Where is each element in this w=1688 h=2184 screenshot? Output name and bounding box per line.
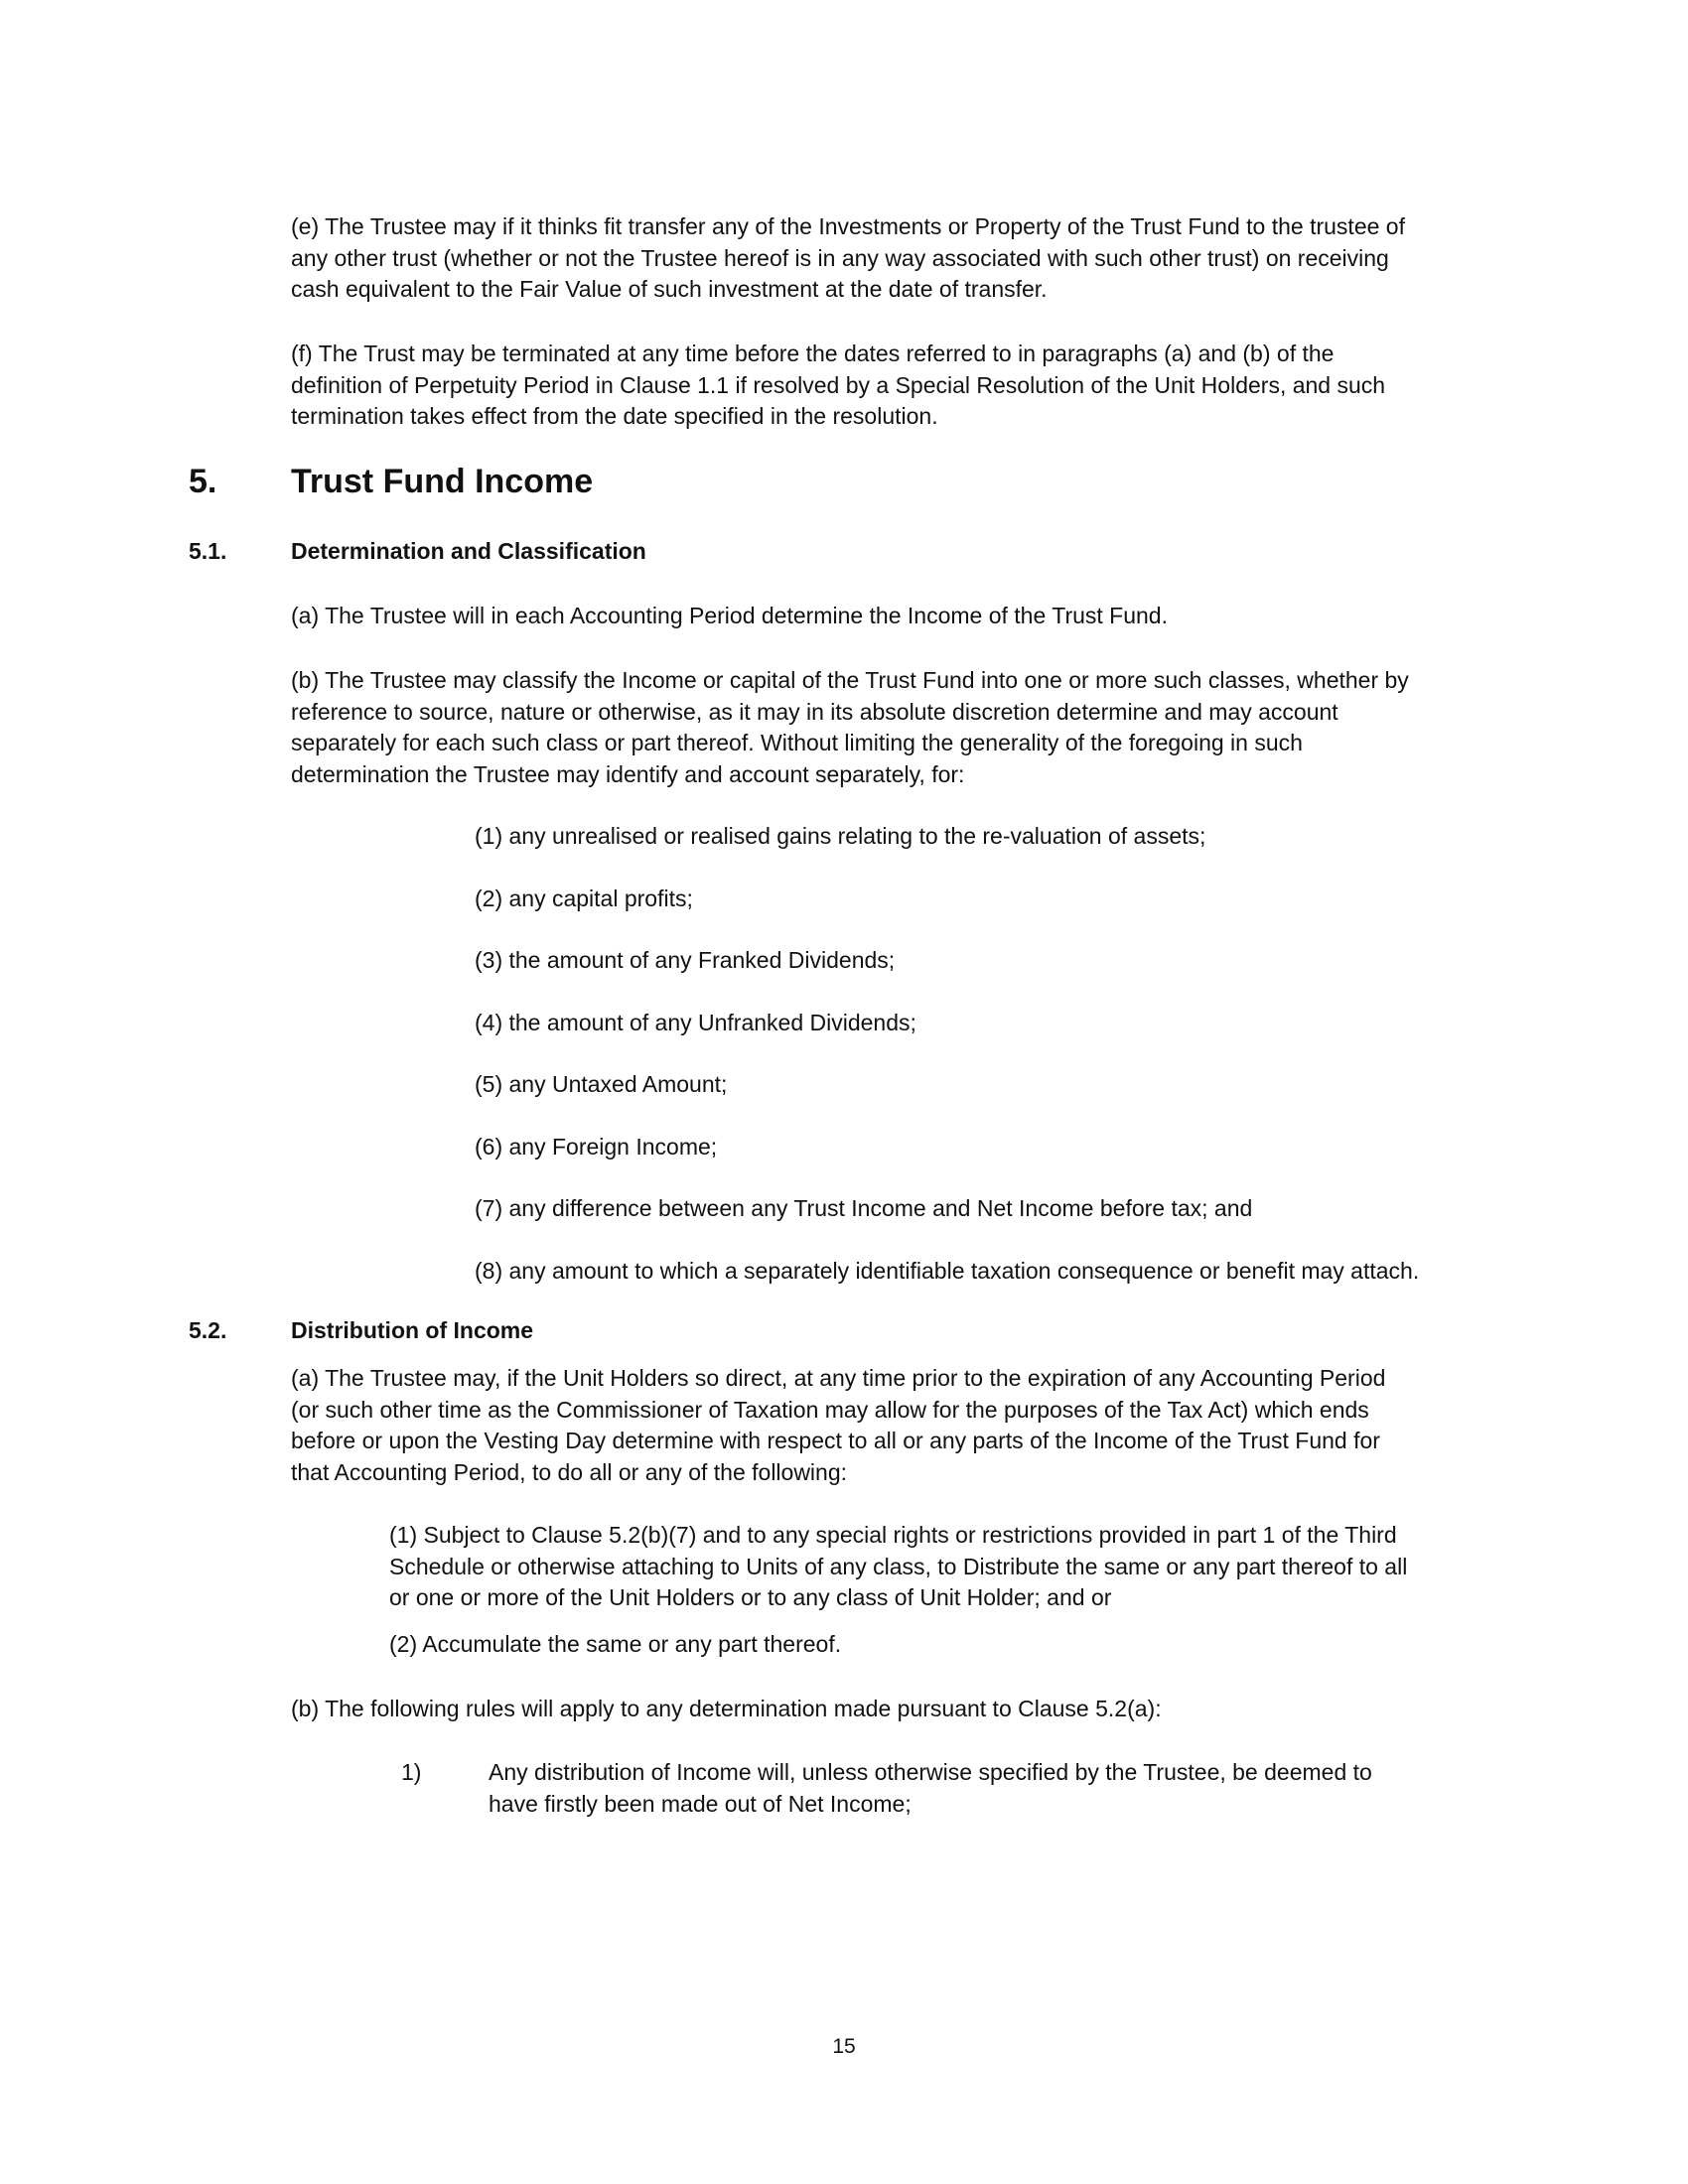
text-line: (or such other time as the Commissioner of Taxation may allow for the purposes of the Tax Act) which ends xyxy=(291,1396,1369,1423)
text-line: any other trust (whether or not the Trustee hereof is in any way associated with such other trust) on receiving xyxy=(291,244,1389,271)
text-line: before or upon the Vesting Day determine with respect to all or any parts of the Income of the Trust Fund for xyxy=(291,1428,1380,1453)
text-line: reference to source, nature or otherwise, as it may in its absolute discretion determine and may account xyxy=(291,698,1338,725)
text-line: cash equivalent to the Fair Value of such investment at the date of transfer. xyxy=(291,276,1048,302)
rule-1-number xyxy=(401,1757,421,1789)
clause-5-1-paragraph-a xyxy=(291,601,1168,632)
subparagraph-2 xyxy=(389,1629,841,1661)
text-line: (a) The Trustee may, if the Unit Holders so direct, at any time prior to the expiration of any Accounting Period xyxy=(291,1365,1386,1391)
page-number: 15 xyxy=(832,2035,856,2058)
classification-list xyxy=(475,821,1419,1287)
text-line: have firstly been made out of Net Income; xyxy=(489,1790,912,1817)
list-item: (8) any amount to which a separately identifiable taxation consequence or benefit may attach. xyxy=(475,1257,1420,1284)
text-line: (b) The Trustee may classify the Income or capital of the Trust Fund into one or more such classes, whether by xyxy=(291,667,1409,693)
rule-1-text xyxy=(489,1757,1372,1820)
text-line: (b) The following rules will apply to any determination made pursuant to Clause 5.2(a): xyxy=(291,1696,1162,1721)
text-line: (1) Subject to Clause 5.2(b)(7) and to any special rights or restrictions provided in part 1 of the Third xyxy=(389,1522,1397,1548)
list-item: (2) any capital profits; xyxy=(475,885,693,911)
text-line: that Accounting Period, to do all or any of the following: xyxy=(291,1458,848,1485)
clause-5-2-heading xyxy=(0,1317,1688,1348)
clause-5-2-paragraph-b xyxy=(291,1694,1162,1725)
text-line: Schedule or otherwise attaching to Units of any class, to Distribute the same or any part thereof to all xyxy=(389,1553,1408,1579)
list-item: (6) any Foreign Income; xyxy=(475,1133,718,1160)
clause-5-1-paragraph-b xyxy=(291,665,1409,790)
list-item: (3) the amount of any Franked Dividends; xyxy=(475,947,896,973)
section-title: Trust Fund Income xyxy=(291,463,594,500)
paragraph-e xyxy=(291,211,1405,306)
text-line: Any distribution of Income will, unless otherwise specified by the Trustee, be deemed to xyxy=(489,1759,1372,1785)
section-number: 5. xyxy=(189,463,217,500)
rule-number: 1) xyxy=(401,1759,422,1785)
clause-number: 5.1. xyxy=(189,538,227,564)
section-5-heading xyxy=(0,463,1688,504)
paragraph-f xyxy=(291,339,1385,433)
clause-title: Determination and Classification xyxy=(291,538,646,564)
list-item: (1) any unrealised or realised gains relating to the re-valuation of assets; xyxy=(475,823,1206,849)
text-line: definition of Perpetuity Period in Clause 1.1 if resolved by a Special Resolution of the Unit Holders, and such xyxy=(291,371,1386,398)
text-line: (f) The Trust may be terminated at any time before the dates referred to in paragraphs (a) and (b) of the xyxy=(291,341,1335,366)
clause-title: Distribution of Income xyxy=(291,1317,534,1343)
text-line: (2) Accumulate the same or any part thereof. xyxy=(389,1631,842,1657)
list-item: (5) any Untaxed Amount; xyxy=(475,1071,728,1097)
text-line: termination takes effect from the date specified in the resolution. xyxy=(291,403,938,429)
text-line: determination the Trustee may identify and account separately, for: xyxy=(291,760,965,787)
clause-5-2-paragraph-a xyxy=(291,1363,1385,1488)
text-line: or one or more of the Unit Holders or to any class of Unit Holder; and or xyxy=(389,1584,1112,1610)
text-line: separately for each such class or part thereof. Without limiting the generality of the foregoing in such xyxy=(291,730,1303,755)
text-line: (e) The Trustee may if it thinks fit transfer any of the Investments or Property of the Trust Fund to the trustee of xyxy=(291,213,1405,239)
clause-number: 5.2. xyxy=(189,1317,227,1343)
text-line: (a) The Trustee will in each Accounting Period determine the Income of the Trust Fund. xyxy=(291,603,1168,628)
subparagraph-1 xyxy=(389,1520,1407,1614)
list-item: (4) the amount of any Unfranked Dividends; xyxy=(475,1009,916,1035)
list-item: (7) any difference between any Trust Income and Net Income before tax; and xyxy=(475,1195,1253,1221)
clause-5-1-heading xyxy=(0,538,1688,569)
